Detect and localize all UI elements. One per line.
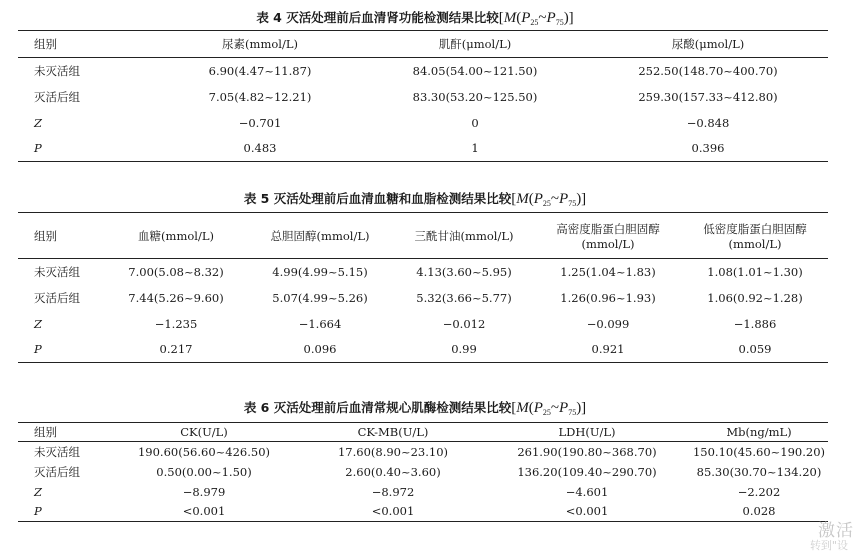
table4-header-row <box>18 31 828 58</box>
table-row <box>18 502 828 522</box>
table-cell: 7.05(4.82~12.21) <box>208 89 312 104</box>
row-label: P <box>34 504 42 519</box>
table-cell: 0.483 <box>243 141 277 156</box>
row-label: 未灭活组 <box>34 63 80 78</box>
row-label: 灭活后组 <box>34 290 80 305</box>
row-label: 灭活后组 <box>34 464 80 479</box>
table-cell: −8.979 <box>182 484 226 499</box>
table4-caption-text: 表 4 灭活处理前后血清肾功能检测结果比较 <box>256 10 499 25</box>
table-cell: 1.26(0.96~1.93) <box>560 290 656 305</box>
row-label: Z <box>34 316 42 331</box>
table-cell: 0.396 <box>691 141 725 156</box>
table5-header-group: 组别 <box>34 228 57 243</box>
table5 <box>18 212 828 363</box>
table-cell: 4.13(3.60~5.95) <box>416 264 512 279</box>
table6-caption-meta: $[M(P_{25}\sim P_{75})]$ <box>511 400 587 417</box>
table6-header-ck: CK(U/L) <box>180 425 228 439</box>
table-cell: 0.50(0.00~1.50) <box>156 464 252 479</box>
table-row <box>18 58 828 84</box>
row-label: Z <box>34 484 42 499</box>
table5-caption <box>0 189 830 208</box>
table4-caption-meta: $[M(P_{25}\sim P_{75})]$ <box>498 10 574 27</box>
table5-header-glucose: 血糖(mmol/L) <box>138 228 214 243</box>
table-cell: 7.00(5.08~8.32) <box>128 264 224 279</box>
table-cell: 84.05(54.00~121.50) <box>412 63 538 78</box>
table6-header-row <box>18 423 828 442</box>
table5-header-hdl: 高密度脂蛋白胆固醇 (mmol/L) <box>556 221 660 251</box>
table-cell: 5.32(3.66~5.77) <box>416 290 512 305</box>
table-cell: −0.848 <box>686 115 730 130</box>
table-cell: 259.30(157.33~412.80) <box>638 89 778 104</box>
table6 <box>18 422 828 522</box>
table-row <box>18 337 828 363</box>
table4-header-urea: 尿素(mmol/L) <box>222 37 298 51</box>
row-label: P <box>34 342 42 357</box>
table-cell: −0.099 <box>586 316 630 331</box>
table4-caption <box>0 8 830 27</box>
table-cell: 83.30(53.20~125.50) <box>412 89 538 104</box>
table-cell: 0.028 <box>742 504 776 519</box>
table-cell: 1.08(1.01~1.30) <box>707 264 803 279</box>
table6-header-group: 组别 <box>34 425 57 439</box>
table-cell: 0 <box>471 115 479 130</box>
table-cell: <0.001 <box>182 504 226 519</box>
table-cell: <0.001 <box>371 504 415 519</box>
table-cell: 17.60(8.90~23.10) <box>337 444 449 459</box>
table6-caption-text: 表 6 灭活处理前后血清常规心肌酶检测结果比较 <box>243 400 512 415</box>
row-label: Z <box>34 115 42 130</box>
table-cell: 7.44(5.26~9.60) <box>128 290 224 305</box>
table5-header-row <box>18 213 828 259</box>
table5-caption-text: 表 5 灭活处理前后血清血糖和血脂检测结果比较 <box>243 191 512 206</box>
table-cell: 0.059 <box>738 342 772 357</box>
table-row <box>18 442 828 462</box>
table-cell: 0.096 <box>303 342 337 357</box>
table-cell: 5.07(4.99~5.26) <box>272 290 368 305</box>
row-label: 灭活后组 <box>34 89 80 104</box>
table5-header-triglyceride: 三酰甘油(mmol/L) <box>414 228 514 243</box>
table-cell: −1.886 <box>733 316 777 331</box>
row-label: P <box>34 141 42 156</box>
table6-header-ldh: LDH(U/L) <box>558 425 616 439</box>
table-row <box>18 259 828 285</box>
table-row <box>18 462 828 482</box>
table-cell: 190.60(56.60~426.50) <box>137 444 270 459</box>
table-row <box>18 84 828 110</box>
table-row <box>18 482 828 502</box>
table-cell: 136.20(109.40~290.70) <box>517 464 657 479</box>
table-cell: <0.001 <box>565 504 609 519</box>
table6-header-ck-mb: CK-MB(U/L) <box>357 425 429 439</box>
table-cell: −1.664 <box>298 316 342 331</box>
table-cell: 0.217 <box>159 342 193 357</box>
table-row <box>18 285 828 311</box>
table4-header-uric-acid: 尿酸(μmol/L) <box>671 37 745 51</box>
table6-header-mb: Mb(ng/mL) <box>726 425 792 439</box>
table-row <box>18 136 828 162</box>
table5-header-total-cholesterol: 总胆固醇(mmol/L) <box>270 228 370 243</box>
table-cell: −0.701 <box>238 115 282 130</box>
table-cell: 150.10(45.60~190.20) <box>692 444 825 459</box>
activation-watermark: 激活 <box>818 521 854 541</box>
table-cell: 4.99(4.99~5.15) <box>272 264 368 279</box>
table4-header-creatinine: 肌酐(μmol/L) <box>438 37 512 51</box>
table-cell: 252.50(148.70~400.70) <box>638 63 778 78</box>
row-label: 未灭活组 <box>34 444 80 459</box>
table-cell: 1.25(1.04~1.83) <box>560 264 656 279</box>
table4 <box>18 30 828 162</box>
table5-caption-meta: $[M(P_{25}\sim P_{75})]$ <box>511 191 587 208</box>
table-cell: 2.60(0.40~3.60) <box>345 464 441 479</box>
table5-header-ldl: 低密度脂蛋白胆固醇 (mmol/L) <box>703 221 807 251</box>
table-cell: 0.921 <box>591 342 625 357</box>
table-cell: 261.90(190.80~368.70) <box>517 444 657 459</box>
table-cell: −1.235 <box>154 316 198 331</box>
table-cell: 0.99 <box>451 342 477 357</box>
activation-watermark-sub: 转到"设 <box>809 539 848 552</box>
table-cell: 1 <box>471 141 479 156</box>
table6-caption <box>0 398 830 417</box>
table-cell: 1.06(0.92~1.28) <box>707 290 803 305</box>
table4-header-group: 组别 <box>34 37 57 51</box>
table-cell: −0.012 <box>442 316 486 331</box>
table-cell: −8.972 <box>371 484 415 499</box>
table-row <box>18 311 828 337</box>
table-cell: −2.202 <box>737 484 781 499</box>
table-cell: 6.90(4.47~11.87) <box>208 63 312 78</box>
row-label: 未灭活组 <box>34 264 80 279</box>
table-row <box>18 110 828 136</box>
table-cell: 85.30(30.70~134.20) <box>696 464 822 479</box>
table-cell: −4.601 <box>565 484 609 499</box>
